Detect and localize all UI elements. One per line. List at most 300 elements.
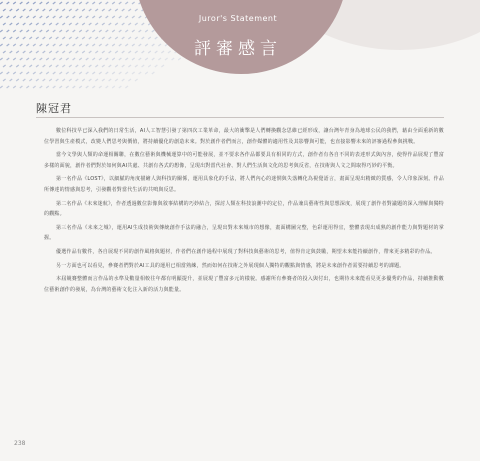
decorative-dash <box>59 44 62 46</box>
decorative-dash <box>115 65 118 67</box>
decorative-dash <box>82 9 85 11</box>
decorative-dash <box>86 72 89 74</box>
decorative-dash <box>66 86 69 88</box>
decorative-dash <box>3 51 6 53</box>
decorative-dash <box>73 2 76 4</box>
paragraph: 數位科技早已深入我們的日常生活，AI人工智慧引發了第四次工業革命，最大的衝擊是人們轉換觀念思維已經形成，讓台灣年青身為地球公民的我們，藉由全面重新的數位學習與生產模式，改變人們思考與價值，將持續優化的創造未來。對於創作者們而言，創作媒體的適用性及其影響與可能，也直接影響未來的評審過程參與挑戰。 <box>44 128 444 145</box>
decorative-dash <box>139 44 142 46</box>
decorative-dash <box>46 58 49 60</box>
decorative-dash <box>29 37 32 39</box>
decorative-dash <box>49 37 52 39</box>
decorative-dash <box>13 86 16 88</box>
decorative-dash <box>53 86 56 88</box>
decorative-dash <box>20 86 23 88</box>
decorative-dash <box>95 79 98 81</box>
decorative-dash <box>135 9 138 11</box>
decorative-dash <box>7 58 10 60</box>
decorative-dash <box>92 72 95 74</box>
decorative-dash <box>119 30 122 32</box>
decorative-dash <box>10 9 13 11</box>
decorative-dash <box>109 51 112 53</box>
decorative-dash <box>69 79 72 81</box>
decorative-dash <box>92 58 95 60</box>
decorative-dash <box>46 86 49 88</box>
decorative-dash <box>142 37 145 39</box>
decorative-dash <box>139 58 142 60</box>
decorative-dash <box>99 16 102 18</box>
decorative-dash <box>139 16 142 18</box>
decorative-dash <box>128 51 131 53</box>
decorative-dash <box>3 79 6 81</box>
decorative-dash <box>89 9 92 11</box>
decorative-dash <box>102 79 105 81</box>
decorative-dash <box>59 2 62 4</box>
decorative-dash <box>82 37 85 39</box>
decorative-dash <box>109 65 112 67</box>
decorative-dash <box>102 23 105 25</box>
decorative-dash <box>122 51 125 53</box>
decorative-dash <box>152 44 155 46</box>
decorative-dash <box>73 16 76 18</box>
decorative-dash <box>29 23 32 25</box>
decorative-dash <box>95 51 98 53</box>
decorative-dash <box>161 65 164 67</box>
decorative-dash <box>16 9 19 11</box>
decorative-dash <box>0 58 3 60</box>
decorative-dash <box>43 51 46 53</box>
decorative-dash <box>79 2 82 4</box>
decorative-dash <box>0 86 3 88</box>
decorative-dash <box>102 9 105 11</box>
decorative-dash <box>115 9 118 11</box>
decorative-dash <box>125 86 128 88</box>
decorative-dash <box>95 65 98 67</box>
header-title: 評審感言 <box>194 39 282 59</box>
decorative-dash <box>109 23 112 25</box>
decorative-dash <box>69 9 72 11</box>
decorative-dash <box>76 9 79 11</box>
decorative-dash <box>0 44 3 46</box>
decorative-dash <box>49 9 52 11</box>
decorative-dash <box>86 58 89 60</box>
decorative-dash <box>128 37 131 39</box>
decorative-dash <box>132 44 135 46</box>
decorative-dash <box>3 23 6 25</box>
decorative-dash <box>56 51 59 53</box>
decorative-dash <box>112 72 115 74</box>
decorative-dash <box>76 79 79 81</box>
decorative-dash <box>145 30 148 32</box>
decorative-dash <box>109 37 112 39</box>
decorative-dash <box>20 30 23 32</box>
decorative-dash <box>13 72 16 74</box>
decorative-dash <box>148 65 151 67</box>
decorative-dash <box>152 58 155 60</box>
decorative-dash <box>89 65 92 67</box>
decorative-dash <box>33 16 36 18</box>
decorative-dash <box>119 2 122 4</box>
decorative-dash <box>119 16 122 18</box>
decorative-dash <box>66 58 69 60</box>
decorative-dash <box>102 51 105 53</box>
decorative-dash <box>106 2 109 4</box>
decorative-dash <box>99 30 102 32</box>
decorative-dash <box>0 72 3 74</box>
decorative-dash <box>139 72 142 74</box>
decorative-dash <box>132 58 135 60</box>
decorative-dash <box>122 79 125 81</box>
decorative-dash <box>106 44 109 46</box>
decorative-dash <box>106 16 109 18</box>
decorative-dash <box>62 51 65 53</box>
decorative-dash <box>23 23 26 25</box>
paragraph: 優選作品有數件，各自展現不同的創作風格與題材，作者們在創作過程中展現了對科技與藝術的思考，值得肯定與鼓勵，期望未來能持續創作，帶來更多精彩的作品。 <box>56 248 436 255</box>
decorative-dash <box>86 86 89 88</box>
decorative-dash <box>33 44 36 46</box>
decorative-dash <box>148 37 151 39</box>
decorative-dash <box>145 72 148 74</box>
decorative-dash <box>0 2 3 4</box>
decorative-dash <box>33 58 36 60</box>
decorative-dash <box>125 58 128 60</box>
decorative-dash <box>16 23 19 25</box>
decorative-dash <box>53 58 56 60</box>
decorative-dash <box>95 9 98 11</box>
decorative-dash <box>29 51 32 53</box>
decorative-dash <box>119 86 122 88</box>
paragraph: 第三名作品《未來之城》，運用AI生成技術與傳統創作手法的融合，呈現出對未來城市的想像，畫面構圖完整，色彩運用得宜，整體表現出成熟的創作能力與對題材的掌握。 <box>44 224 444 242</box>
decorative-dash <box>53 44 56 46</box>
decorative-dash <box>112 30 115 32</box>
decorative-dash <box>135 79 138 81</box>
decorative-dash <box>112 58 115 60</box>
decorative-dash <box>56 9 59 11</box>
decorative-dash <box>145 58 148 60</box>
decorative-dash <box>53 16 56 18</box>
decorative-dash <box>40 58 43 60</box>
decorative-dash <box>3 9 6 11</box>
decorative-dash <box>26 16 29 18</box>
decorative-dash <box>66 72 69 74</box>
decorative-dash <box>59 30 62 32</box>
body-text <box>44 126 444 298</box>
decorative-dash <box>56 65 59 67</box>
decorative-dash <box>56 79 59 81</box>
decorative-dash <box>53 72 56 74</box>
decorative-dash <box>119 72 122 74</box>
decorative-dash <box>92 86 95 88</box>
decorative-dash <box>73 30 76 32</box>
decorative-dash <box>99 44 102 46</box>
decorative-dash <box>89 23 92 25</box>
decorative-dash <box>125 30 128 32</box>
decorative-dash <box>115 23 118 25</box>
decorative-dash <box>148 51 151 53</box>
decorative-dash <box>76 51 79 53</box>
decorative-dash <box>26 86 29 88</box>
decorative-dash <box>79 58 82 60</box>
decorative-dash <box>66 30 69 32</box>
decorative-dash <box>10 37 13 39</box>
decorative-dash <box>82 51 85 53</box>
decorative-dash <box>79 16 82 18</box>
decorative-dash <box>59 58 62 60</box>
decorative-dash <box>33 72 36 74</box>
decorative-dash <box>33 2 36 4</box>
decorative-dash <box>36 23 39 25</box>
paragraph: 另一方面也可以看見，參賽者們對於AI工具的運用已相當熟練，然而如何在技術之外展現個人獨特的觀點與情感，將是未來創作者需要持續思考的課題。 <box>56 262 405 269</box>
decorative-dash <box>66 44 69 46</box>
decorative-dash <box>10 65 13 67</box>
paragraph: 第一名作品《LOST》，以細膩的角度描繪人與科技的關係，運用具象化的手法，將人們內心的迷惘與失落轉化為視覺語言，畫面呈現出精緻的質感，令人印象深刻。作品所傳達的情感與思考，引發觀者對當代生活的共鳴與反思。 <box>44 176 444 193</box>
decorative-dash <box>26 30 29 32</box>
decorative-dash <box>7 72 10 74</box>
decorative-dash <box>13 58 16 60</box>
decorative-dash <box>7 86 10 88</box>
decorative-dash <box>59 72 62 74</box>
paragraph: 第二名作品《未來迷航》，作者透過數位影像與敘事結構的巧妙結合，探討人類在科技浪潮中的定位，作品兼具藝術性與思想深度，展現了創作者對議題的深入理解與獨特的觀點。 <box>44 200 444 218</box>
decorative-dash <box>99 58 102 60</box>
decorative-dash <box>43 79 46 81</box>
decorative-dash <box>125 2 128 4</box>
decorative-dash <box>40 30 43 32</box>
decorative-dash <box>106 86 109 88</box>
decorative-dash <box>145 44 148 46</box>
divider <box>36 117 444 118</box>
decorative-dash <box>69 23 72 25</box>
decorative-dash <box>109 79 112 81</box>
decorative-dash <box>89 51 92 53</box>
decorative-dash <box>16 79 19 81</box>
decorative-dash <box>89 79 92 81</box>
decorative-dash <box>142 65 145 67</box>
decorative-dash <box>73 86 76 88</box>
decorative-dash <box>122 37 125 39</box>
decorative-dash <box>79 30 82 32</box>
decorative-dash <box>56 37 59 39</box>
decorative-dash <box>99 2 102 4</box>
decorative-dash <box>86 44 89 46</box>
decorative-dash <box>99 86 102 88</box>
decorative-dash <box>7 2 10 4</box>
decorative-dash <box>56 23 59 25</box>
decorative-dash <box>79 86 82 88</box>
decorative-dash <box>128 23 131 25</box>
decorative-dash <box>62 23 65 25</box>
decorative-dash <box>106 72 109 74</box>
decorative-dash <box>46 44 49 46</box>
decorative-dash <box>142 23 145 25</box>
decorative-dash <box>36 37 39 39</box>
decorative-dash <box>26 2 29 4</box>
decorative-dash <box>13 16 16 18</box>
decorative-dash <box>36 65 39 67</box>
decorative-dash <box>112 16 115 18</box>
decorative-dash <box>73 58 76 60</box>
decorative-dash <box>40 16 43 18</box>
decorative-dash <box>89 37 92 39</box>
decorative-dash <box>23 51 26 53</box>
decorative-dash <box>135 65 138 67</box>
decorative-dash <box>59 86 62 88</box>
decorative-dash <box>135 37 138 39</box>
decorative-dash <box>128 9 131 11</box>
decorative-dash <box>66 16 69 18</box>
decorative-dash <box>106 58 109 60</box>
decorative-dash <box>125 16 128 18</box>
paragraph: 當今文學與人類的命運相關聯，在數位藝術與機械運算中的可能發展，並不要求各作品都要具有相同的方式，創作者有各自不同的表達形式與內容，使得作品展現了豐富多樣的面貌，創作者們對於如何與AI共處、共創有各式的想像，呈現出對當代社會、對人們生活與文化的思考與反省，在技術與人文之間取得巧妙的平衡。 <box>44 152 444 169</box>
decorative-dash <box>106 30 109 32</box>
header-subtitle: Juror's Statement <box>198 14 278 23</box>
decorative-dash <box>20 44 23 46</box>
decorative-dash <box>95 23 98 25</box>
decorative-dash <box>23 37 26 39</box>
decorative-dash <box>10 79 13 81</box>
decorative-dash <box>13 30 16 32</box>
decorative-dash <box>69 65 72 67</box>
decorative-dash <box>26 72 29 74</box>
decorative-dash <box>79 44 82 46</box>
decorative-dash <box>53 30 56 32</box>
decorative-dash <box>92 16 95 18</box>
decorative-dash <box>115 51 118 53</box>
decorative-dash <box>86 30 89 32</box>
decorative-dash <box>40 44 43 46</box>
decorative-dash <box>40 86 43 88</box>
decorative-dash <box>122 9 125 11</box>
decorative-dash <box>132 2 135 4</box>
decorative-dash <box>20 72 23 74</box>
decorative-dash <box>122 65 125 67</box>
decorative-dash <box>43 65 46 67</box>
decorative-dash <box>152 72 155 74</box>
decorative-dash <box>3 37 6 39</box>
decorative-dash <box>43 37 46 39</box>
decorative-dash <box>128 65 131 67</box>
decorative-dash <box>142 51 145 53</box>
decorative-dash <box>128 79 131 81</box>
decorative-dash <box>66 2 69 4</box>
decorative-dash <box>20 2 23 4</box>
decorative-dash <box>49 79 52 81</box>
decorative-dash <box>82 23 85 25</box>
decorative-dash <box>7 30 10 32</box>
decorative-dash <box>82 79 85 81</box>
decorative-dash <box>23 79 26 81</box>
decorative-dash <box>46 72 49 74</box>
decorative-dash <box>43 9 46 11</box>
decorative-dash <box>95 37 98 39</box>
decorative-dash <box>92 30 95 32</box>
decorative-dash <box>122 23 125 25</box>
decorative-dash <box>46 30 49 32</box>
decorative-dash <box>20 58 23 60</box>
decorative-dash <box>49 23 52 25</box>
decorative-dash <box>92 44 95 46</box>
decorative-dash <box>86 2 89 4</box>
decorative-dash <box>112 44 115 46</box>
decorative-dash <box>16 65 19 67</box>
decorative-dash <box>62 65 65 67</box>
paragraph: 本屆競賽整體而言作品的水準及數量相較往年都有明顯提升，並展現了豐富多元的樣貌。感謝所有參賽者的投入與付出，也期待未來能看見更多優秀的作品，持續推動數位藝術創作的發展，為台灣的藝術文化注入新的活力與能量。 <box>44 276 444 293</box>
decorative-dash <box>112 2 115 4</box>
decorative-dash <box>155 37 158 39</box>
decorative-dash <box>29 65 32 67</box>
decorative-dash <box>13 2 16 4</box>
decorative-dash <box>102 37 105 39</box>
decorative-dash <box>135 23 138 25</box>
decorative-dash <box>0 16 3 18</box>
decorative-dash <box>23 9 26 11</box>
decorative-dash <box>119 58 122 60</box>
decorative-dash <box>0 30 3 32</box>
decorative-dash <box>16 37 19 39</box>
decorative-dash <box>29 79 32 81</box>
decorative-dash <box>46 2 49 4</box>
decorative-dash <box>119 44 122 46</box>
decorative-dash <box>13 44 16 46</box>
decorative-dash <box>46 16 49 18</box>
decorative-dash <box>79 72 82 74</box>
decorative-dash <box>139 30 142 32</box>
decorative-dash <box>33 30 36 32</box>
decorative-dash <box>33 86 36 88</box>
decorative-dash <box>92 2 95 4</box>
decorative-dash <box>69 37 72 39</box>
decorative-dash <box>43 23 46 25</box>
decorative-dash <box>132 72 135 74</box>
decorative-dash <box>53 2 56 4</box>
decorative-dash <box>76 23 79 25</box>
decorative-dash <box>62 37 65 39</box>
decorative-dash <box>109 9 112 11</box>
decorative-dash <box>26 44 29 46</box>
decorative-dash <box>40 72 43 74</box>
decorative-dash <box>132 16 135 18</box>
decorative-dash <box>3 65 6 67</box>
decorative-dash <box>102 65 105 67</box>
decorative-dash <box>115 37 118 39</box>
decorative-dash <box>99 72 102 74</box>
decorative-dash <box>76 65 79 67</box>
decorative-dash <box>36 79 39 81</box>
decorative-dash <box>112 86 115 88</box>
decorative-dash <box>59 16 62 18</box>
decorative-dash <box>62 79 65 81</box>
decorative-dash <box>155 65 158 67</box>
decorative-dash <box>29 9 32 11</box>
decorative-dash <box>115 79 118 81</box>
page-number: 238 <box>14 440 26 447</box>
decorative-dash <box>23 65 26 67</box>
decorative-dash <box>73 44 76 46</box>
decorative-dash <box>36 51 39 53</box>
decorative-dash <box>125 44 128 46</box>
decorative-dash <box>76 37 79 39</box>
decorative-dash <box>49 65 52 67</box>
author-name: 陳冠君 <box>36 102 72 115</box>
decorative-dash <box>125 72 128 74</box>
decorative-dash <box>49 51 52 53</box>
decorative-dash <box>7 16 10 18</box>
decorative-dash <box>69 51 72 53</box>
decorative-dash <box>132 30 135 32</box>
decorative-dash <box>20 16 23 18</box>
decorative-dash <box>40 2 43 4</box>
decorative-dash <box>7 44 10 46</box>
decorative-dash <box>135 51 138 53</box>
decorative-dash <box>155 51 158 53</box>
